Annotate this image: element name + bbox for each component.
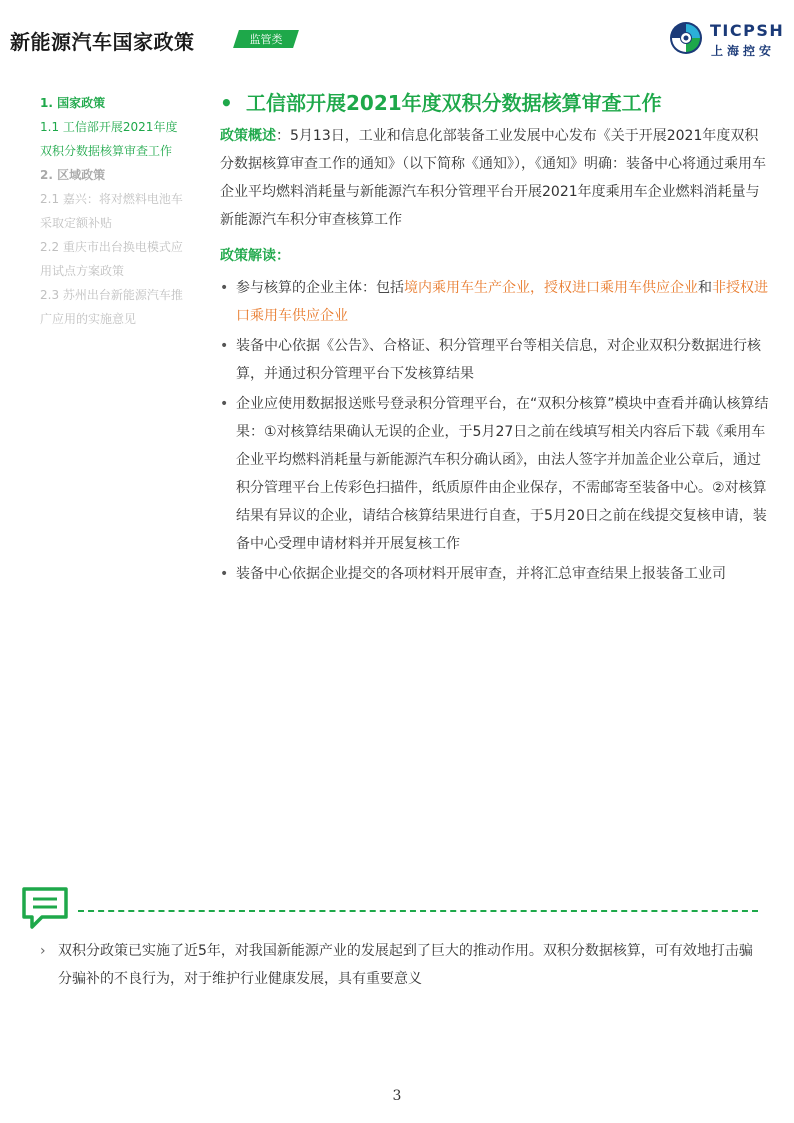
company-logo — [668, 20, 788, 60]
toc-item-2-1-line2[interactable]: 采取定额补贴 — [40, 216, 113, 230]
title-bullet: • — [220, 91, 233, 115]
toc-section-national[interactable]: 1. 国家政策 — [40, 96, 106, 110]
list-item-text: 参与核算的企业主体：包括 — [236, 280, 404, 296]
interpretation-label: 政策解读： — [220, 248, 290, 264]
summary-note — [40, 937, 760, 993]
logo-swirl-icon — [668, 20, 704, 56]
logo-text: TICPSH — [710, 21, 785, 40]
highlight-text: 境内乘用车生产企业，授权进口乘用车供应企业 — [404, 280, 698, 296]
list-item: • 装备中心依据《公告》、合格证、积分管理平台等相关信息，对企业双积分数据进行核算，并通过积分管理平台下发核算结果 — [220, 332, 770, 388]
chevron-right-icon: › — [40, 943, 46, 959]
list-item — [220, 274, 770, 330]
dashed-divider — [78, 910, 758, 912]
table-of-contents — [40, 91, 200, 331]
overview-text: ：5月13日，工业和信息化部装备工业发展中心发布《关于开展2021年度双积分数据核算审查工作的通知》（以下简称《通知》），《通知》明确：装备中心将通过乘用车企业平均燃料消耗量与新能源汽车积分管理平台开展2021年度乘用车企业燃料消耗量与新能源汽车积分审查核算工作 — [220, 128, 766, 228]
overview-paragraph — [220, 122, 770, 234]
toc-item-1-1-line2[interactable]: 双积分数据核算审查工作 — [40, 144, 173, 158]
toc-item-2-1-line1[interactable]: 2.1 嘉兴：将对燃料电池车 — [40, 192, 183, 206]
list-item: • 装备中心依据企业提交的各项材料开展审查，并将汇总审查结果上报装备工业司 — [220, 560, 770, 588]
logo-text-cn: 上海控安 — [711, 44, 776, 58]
page-number: 3 — [392, 1088, 402, 1104]
toc-item-2-2-line1[interactable]: 2.2 重庆市出台换电模式应 — [40, 240, 183, 254]
list-item-text: 和 — [698, 280, 712, 296]
article-title-text: 工信部开展2021年度双积分数据核算审查工作 — [246, 91, 662, 115]
highlight-text: 非授权进口乘用车供应企业 — [236, 280, 768, 324]
article-title — [220, 88, 770, 118]
list-item: • 企业应使用数据报送账号登录积分管理平台，在“双积分核算”模块中查看并确认核算结果：①对核算结果确认无误的企业，于5月27日之前在线填写相关内容后下载《乘用车企业平均燃料消耗量与新能源汽车积分确认函》，由法人签字并加盖企业公章后，通过积分管理平台上传彩色扫描件，纸质原件由企业保存，不需邮寄至装备中心。②对核算结果有异议的企业，请结合核算结果进行自查，于5月20日之前在线提交复核申请，装备中心受理申请材料并开展复核工作 — [220, 390, 770, 558]
interpretation-list — [220, 274, 770, 588]
category-badge-label: 监管类 — [249, 33, 283, 46]
overview-label: 政策概述 — [220, 128, 276, 144]
toc-item-2-3-line2[interactable]: 广应用的实施意见 — [40, 312, 137, 326]
category-badge — [236, 30, 296, 48]
comment-icon — [20, 885, 70, 933]
summary-text: 双积分政策已实施了近5年，对我国新能源产业的发展起到了巨大的推动作用。双积分数据核算，可有效地打击骗分骗补的不良行为，对于维护行业健康发展，具有重要意义 — [58, 943, 753, 987]
toc-section-regional[interactable]: 2. 区域政策 — [40, 168, 106, 182]
toc-item-2-3-line1[interactable]: 2.3 苏州出台新能源汽车推 — [40, 288, 183, 302]
main-content — [220, 88, 770, 590]
toc-item-2-2-line2[interactable]: 用试点方案政策 — [40, 264, 125, 278]
page-header-title: 新能源汽车国家政策 — [10, 30, 195, 54]
toc-item-1-1-line1[interactable]: 1.1 工信部开展2021年度 — [40, 120, 178, 134]
